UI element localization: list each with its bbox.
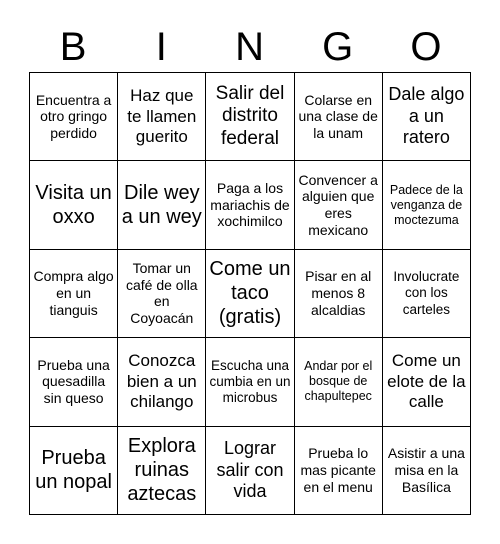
cell-text: Dile wey a un wey (121, 182, 202, 229)
cell-text: Lograr salir con vida (216, 437, 284, 502)
bingo-cell[interactable] (118, 338, 206, 426)
bingo-cell[interactable] (295, 338, 383, 426)
cell-text: Conozca bien a un chilango (126, 351, 197, 412)
cell-text: Prueba un nopal (35, 447, 112, 494)
bingo-cell[interactable] (383, 161, 471, 249)
cell-text: Pisar en al menos 8 alcaldias (305, 268, 372, 318)
bingo-cell[interactable] (295, 73, 383, 161)
cell-text: Come un taco (gratis) (209, 258, 291, 329)
cell-text: Salir del distrito federal (215, 82, 285, 150)
cell-text: Padece de la venganza de moctezuma (389, 182, 463, 227)
cell-text: Escucha una cumbia en un microbus (209, 357, 291, 405)
bingo-cell[interactable] (30, 338, 118, 426)
cell-text: Encuentra a otro gringo perdido (35, 91, 112, 142)
cell-text: Colarse en una clase de la unam (298, 91, 378, 142)
bingo-cell[interactable] (30, 250, 118, 338)
bingo-cell[interactable] (295, 161, 383, 249)
bingo-cell[interactable] (30, 161, 118, 249)
bingo-cell[interactable] (206, 250, 294, 338)
cell-text: Asistir a una misa en la Basílica (387, 445, 465, 495)
cell-text: Tomar un café de olla en Coyoacán (125, 259, 198, 327)
cell-text: Dale algo a un ratero (388, 84, 465, 148)
bingo-cell[interactable] (206, 338, 294, 426)
bingo-cell[interactable] (30, 427, 118, 515)
cell-text: Involucrate con los carteles (393, 269, 460, 317)
bingo-cell[interactable] (383, 73, 471, 161)
bingo-cell[interactable] (206, 73, 294, 161)
cell-text: Haz que te llamen guerito (127, 86, 197, 146)
bingo-cell[interactable] (30, 73, 118, 161)
header-letter-i: I (155, 24, 167, 69)
header-letter-g: G (322, 24, 354, 69)
header-letter-n: N (235, 24, 264, 69)
bingo-cell[interactable] (383, 338, 471, 426)
bingo-cell[interactable] (118, 73, 206, 161)
bingo-header (29, 22, 470, 72)
cell-text: Prueba una quesadilla sin queso (37, 356, 110, 407)
cell-text: Prueba lo mas picante en el menu (300, 445, 376, 495)
cell-text: Visita un oxxo (35, 182, 112, 229)
cell-text: Compra algo en un tianguis (33, 268, 114, 318)
bingo-cell[interactable] (295, 427, 383, 515)
bingo-cell[interactable] (206, 161, 294, 249)
cell-text: Andar por el bosque de chapultepec (304, 359, 373, 404)
bingo-cell[interactable] (383, 250, 471, 338)
header-letter-b: B (59, 24, 87, 69)
bingo-cell[interactable] (118, 427, 206, 515)
cell-text: Explora ruinas aztecas (127, 435, 197, 506)
cell-text: Convencer a alguien que eres mexicano (298, 171, 378, 238)
bingo-cell[interactable] (206, 427, 294, 515)
bingo-cell[interactable] (118, 161, 206, 249)
header-letter-o: O (410, 24, 442, 69)
bingo-cell[interactable] (118, 250, 206, 338)
bingo-cell[interactable] (383, 427, 471, 515)
cell-text: Paga a los mariachis de xochimilco (210, 179, 290, 230)
bingo-cell[interactable] (295, 250, 383, 338)
cell-text: Come un elote de la calle (387, 351, 466, 412)
bingo-grid (29, 72, 471, 515)
